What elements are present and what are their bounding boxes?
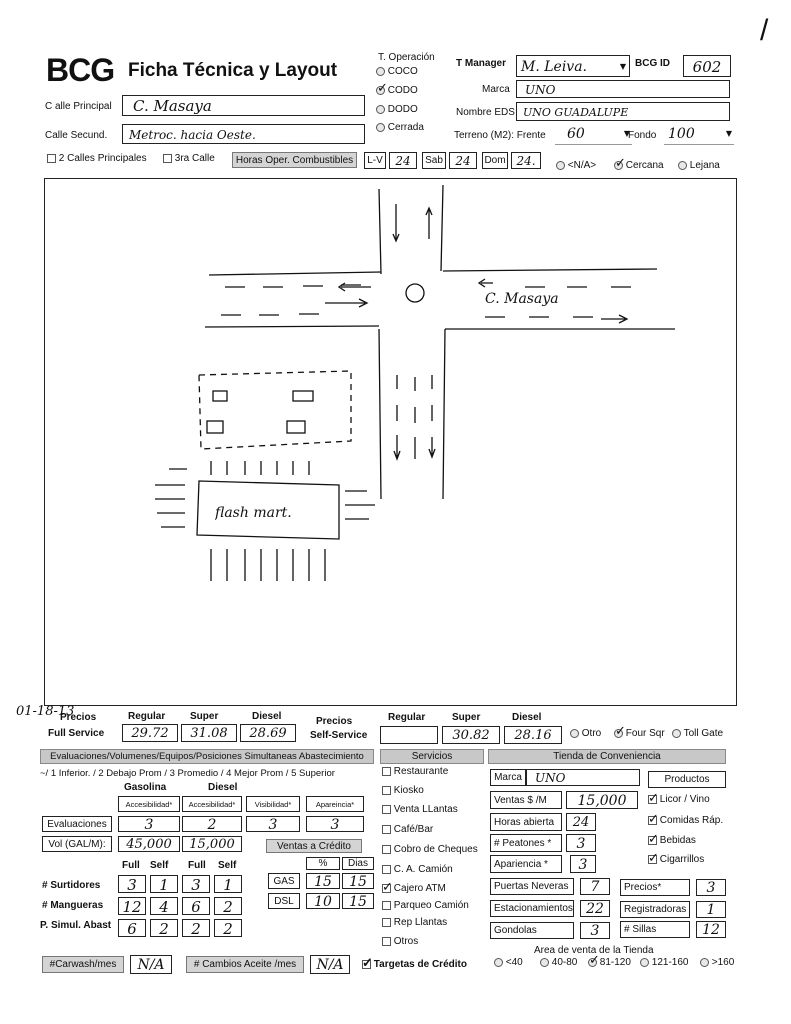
servicio-item[interactable]: Café/Bar <box>382 824 433 835</box>
road-edge <box>209 272 381 275</box>
dom-label: Dom <box>482 152 508 169</box>
carwash-field[interactable]: N/A <box>130 955 172 974</box>
checkbox-icon <box>382 786 391 795</box>
servicios-header: Servicios <box>380 749 484 764</box>
estacionamientos-label: Estacionamientos <box>490 900 574 917</box>
apariencia-field[interactable]: 3 <box>570 855 596 873</box>
bcg-logo: BCG <box>46 52 115 88</box>
producto-item[interactable]: ✓ Bebidas <box>648 835 696 846</box>
bcg-id-field[interactable]: 602 <box>683 55 731 77</box>
radio-icon <box>588 958 597 967</box>
horas-oper-button[interactable]: Horas Oper. Combustibles <box>232 152 357 168</box>
bcg-id-label: BCG ID <box>635 58 670 69</box>
lane-arrow <box>426 208 432 239</box>
gas-pct-field[interactable]: 15 <box>306 873 340 889</box>
eval-value[interactable]: 3 <box>246 816 300 832</box>
checkbox-icon <box>382 805 391 814</box>
lane-arrow <box>325 299 367 307</box>
equipo-cell[interactable]: 4 <box>150 897 178 915</box>
servicio-item[interactable]: Kiosko <box>382 785 424 796</box>
equipo-cell[interactable]: 1 <box>214 875 242 893</box>
radio-icon <box>614 729 623 738</box>
manager-label: T Manager <box>456 58 507 69</box>
equipo-cell[interactable]: 2 <box>150 919 178 937</box>
operacion-label: T. Operación <box>378 52 435 63</box>
chevron-down-icon: ▼ <box>619 62 626 71</box>
parking-lines <box>211 461 309 475</box>
precios-self-label2: Self-Service <box>310 730 368 741</box>
layout-sketch-area <box>44 178 737 706</box>
eval-col-header: Accesibilidad* <box>118 796 180 812</box>
lane-arrow <box>601 315 627 323</box>
checkbox-icon <box>382 918 391 927</box>
radio-icon <box>540 958 549 967</box>
area-options <box>494 957 744 973</box>
parking-lines <box>155 469 187 527</box>
eval-value[interactable]: 3 <box>306 816 364 832</box>
self-super-field[interactable]: 30.82 <box>442 726 500 744</box>
servicios-list <box>382 766 482 950</box>
producto-item[interactable]: ✓ Cigarrillos <box>648 854 704 865</box>
lane-arrow <box>429 375 435 457</box>
scale-legend: ~/ 1 Inferior. / 2 Debajo Prom / 3 Promedio / 4 Mejor Prom / 5 Superior <box>40 768 335 779</box>
area-option[interactable]: 121-160 <box>640 957 688 968</box>
area-option[interactable]: <40 <box>494 957 523 968</box>
full-regular-field[interactable]: 29.72 <box>122 724 178 742</box>
puertas-label: Puertas Neveras <box>490 878 574 895</box>
checkbox-icon <box>382 937 391 946</box>
servicio-item[interactable]: Restaurante <box>382 766 448 777</box>
parking-lines <box>211 549 325 581</box>
eval-section-header: Evaluaciones/Volumenes/Equipos/Posiciones Simultaneas Abastecimiento <box>40 749 374 764</box>
building-outline <box>199 371 351 449</box>
checkbox-icon <box>163 154 172 163</box>
page-title: Ficha Técnica y Layout <box>128 60 338 81</box>
tienda-marca-field[interactable]: UNO <box>526 769 640 786</box>
self-super-header: Super <box>452 712 481 723</box>
area-label: Area de venta de la Tienda <box>534 945 654 956</box>
terreno-label: Terreno (M2): Frente <box>454 130 546 141</box>
checkbox-icon <box>382 884 391 893</box>
sab-label: Sab <box>422 152 446 169</box>
check-2-calles[interactable]: 2 Calles Principales <box>47 153 147 164</box>
eval-col-header: Apareincia* <box>306 796 364 812</box>
checkbox-icon <box>382 825 391 834</box>
equipo-cell[interactable]: 6 <box>182 897 210 915</box>
equipo-cell[interactable]: 3 <box>182 875 210 893</box>
aceite-field[interactable]: N/A <box>310 955 350 974</box>
lane-arrow <box>339 283 371 291</box>
precios-tienda-label: Precios* <box>620 879 690 896</box>
vol-dsl-field[interactable]: 15,000 <box>182 836 242 852</box>
check-3ra-calle[interactable]: 3ra Calle <box>163 153 215 164</box>
ubicacion-toll-gate[interactable]: Toll Gate <box>672 728 723 739</box>
diesel-header: Diesel <box>252 711 282 722</box>
self-header: Self <box>218 860 237 871</box>
road-edge <box>443 269 657 271</box>
equipo-cell[interactable]: 2 <box>214 897 242 915</box>
pump-island <box>213 391 227 401</box>
layout-sketch <box>45 179 735 705</box>
operacion-coco[interactable]: COCO <box>376 66 418 77</box>
manager-field[interactable]: M. Leiva. ▼ <box>516 55 630 77</box>
equipo-cell[interactable]: 1 <box>150 875 178 893</box>
ubicacion-otro[interactable]: Otro <box>570 728 601 739</box>
self-regular-header: Regular <box>388 712 426 723</box>
fecha: 01-18-13 <box>16 704 75 719</box>
chevron-down-icon: ▼ <box>725 129 732 138</box>
servicio-item[interactable]: Cobro de Cheques <box>382 844 478 855</box>
self-diesel-header: Diesel <box>512 712 542 723</box>
checkbox-icon <box>382 845 391 854</box>
lane-arrow <box>394 375 400 459</box>
checkbox-icon <box>648 816 657 825</box>
dias-header: Dias <box>342 857 374 870</box>
store-label: flash mart. <box>215 505 292 521</box>
gas-dias-field[interactable]: 15 <box>342 873 374 889</box>
operacion-cerrada[interactable]: Cerrada <box>376 122 424 133</box>
self-header: Self <box>150 860 169 871</box>
calle-principal-field[interactable]: C. Masaya <box>122 95 365 116</box>
pump-island <box>287 421 305 433</box>
producto-item[interactable]: ✓ Comidas Ráp. <box>648 815 723 826</box>
gondolas-field[interactable]: 3 <box>580 922 610 939</box>
dom-field[interactable]: 24. <box>511 152 541 169</box>
area-option[interactable]: >160 <box>700 957 734 968</box>
servicio-item[interactable]: ✓ Cajero ATM <box>382 883 446 894</box>
marca-field[interactable]: UNO <box>516 80 730 98</box>
eds-label: Nombre EDS <box>456 107 515 118</box>
full-header: Full <box>122 860 140 871</box>
diesel-eval-header: Diesel <box>208 782 238 793</box>
pump-island <box>207 421 223 433</box>
frente-field[interactable]: 60 ▼ <box>555 126 632 145</box>
operacion-codo[interactable]: ✓ CODO <box>376 85 418 96</box>
calle-secund-label: Calle Secund. <box>45 130 108 141</box>
pump-island <box>293 391 313 401</box>
radio-icon <box>556 161 565 170</box>
full-header: Full <box>188 860 206 871</box>
ventas-field[interactable]: 15,000 <box>566 791 638 809</box>
tarjetas-credito[interactable]: ✓ Targetas de Crédito <box>362 959 467 970</box>
operacion-options <box>376 66 452 142</box>
checkbox-icon <box>648 836 657 845</box>
self-regular-field[interactable] <box>380 726 438 744</box>
sab-field[interactable]: 24 <box>449 152 477 169</box>
precios-tienda-field[interactable]: 3 <box>696 879 726 896</box>
checkbox-icon <box>648 795 657 804</box>
equipos-grid <box>118 875 244 937</box>
radio-icon <box>570 729 579 738</box>
productos-label: Productos <box>648 771 726 788</box>
chevron-down-icon: ▼ <box>623 129 630 138</box>
road-edge <box>441 185 443 271</box>
equipo-cell[interactable]: 12 <box>118 897 146 915</box>
lane-arrow <box>479 279 493 287</box>
equipo-cell[interactable]: 6 <box>118 919 146 937</box>
tienda-header: Tienda de Conveniencia <box>488 749 726 764</box>
equipo-cell[interactable]: 2 <box>214 919 242 937</box>
servicio-item[interactable]: Otros <box>382 936 418 947</box>
road-edge <box>205 326 379 327</box>
checkbox-icon <box>47 154 56 163</box>
proximidad-cercana[interactable]: ✓ Cercana <box>614 160 664 171</box>
peatones-field[interactable]: 3 <box>566 834 596 852</box>
evaluaciones-label: Evaluaciones <box>42 816 112 832</box>
vol-gas-field[interactable]: 45,000 <box>118 836 180 852</box>
gasolina-header: Gasolina <box>124 782 167 793</box>
area-option[interactable]: ✓ 81-120 <box>588 957 631 968</box>
fondo-field[interactable]: 100 ▼ <box>664 126 734 145</box>
carwash-label: #Carwash/mes <box>42 956 124 973</box>
radio-icon <box>640 958 649 967</box>
radio-icon <box>376 123 385 132</box>
precios-full-label2: Full Service <box>48 728 105 739</box>
horas-abierta-field[interactable]: 24 <box>566 813 596 831</box>
area-option[interactable]: 40-80 <box>540 957 577 968</box>
precios-full-label1: Precios <box>60 712 97 723</box>
lv-label: L-V <box>364 152 386 169</box>
regular-header: Regular <box>128 711 166 722</box>
peatones-label: # Peatones * <box>490 834 562 852</box>
full-diesel-field[interactable]: 28.69 <box>240 724 296 742</box>
radio-icon <box>700 958 709 967</box>
radio-icon <box>376 86 385 95</box>
checkbox-icon <box>382 865 391 874</box>
sillas-label: # Sillas <box>620 921 690 938</box>
eval-value[interactable]: 2 <box>182 816 242 832</box>
street-label: C. Masaya <box>485 291 559 307</box>
corner-mark: / <box>760 14 769 47</box>
gas-label: GAS <box>268 873 300 889</box>
radio-icon <box>376 105 385 114</box>
eval-value[interactable]: 3 <box>118 816 180 832</box>
lane-arrow <box>393 204 399 241</box>
eds-field[interactable]: UNO GUADALUPE <box>516 102 730 121</box>
proximidad-lejana[interactable]: Lejana <box>678 160 720 171</box>
registradoras-label: Registradoras <box>620 901 690 918</box>
vol-label: Vol (GAL/M): <box>42 836 112 852</box>
marca-label: Marca <box>482 84 510 95</box>
productos-list <box>648 792 734 872</box>
mangueras-label: # Mangueras <box>42 900 104 911</box>
surtidores-label: # Surtidores <box>42 880 101 891</box>
ventas-label: Ventas $ /M <box>490 791 562 809</box>
calle-principal-label: C alle Principal <box>45 101 112 112</box>
puertas-field[interactable]: 7 <box>580 878 610 895</box>
radio-icon <box>672 729 681 738</box>
registradoras-field[interactable]: 1 <box>696 901 726 918</box>
radio-icon <box>494 958 503 967</box>
gondolas-label: Gondolas <box>490 922 574 939</box>
tienda-marca-label: Marca <box>490 769 526 786</box>
road-edge <box>379 329 381 499</box>
road-edge <box>443 329 445 499</box>
ubicacion-four-sqr[interactable]: ✓ Four Sqr <box>614 728 665 739</box>
dsl-dias-field[interactable]: 15 <box>342 893 374 909</box>
radio-icon <box>678 161 687 170</box>
producto-item[interactable]: ✓ Licor / Vino <box>648 794 710 805</box>
servicio-item[interactable]: Parqueo Camión <box>382 900 469 911</box>
simul-abast-label: P. Simul. Abast <box>40 920 112 931</box>
dsl-label: DSL <box>268 893 300 909</box>
checkbox-icon <box>382 901 391 910</box>
checkbox-icon <box>382 767 391 776</box>
sillas-field[interactable]: 12 <box>696 921 726 938</box>
apariencia-label: Apariencia * <box>490 855 562 873</box>
eval-col-header: Accesibilidad* <box>182 796 242 812</box>
lv-field[interactable]: 24 <box>389 152 417 169</box>
servicio-item[interactable]: Venta LLantas <box>382 804 458 815</box>
radio-icon <box>614 161 623 170</box>
road-edge <box>379 189 381 274</box>
equipo-cell[interactable]: 3 <box>118 875 146 893</box>
estacionamientos-field[interactable]: 22 <box>580 900 610 917</box>
full-super-field[interactable]: 31.08 <box>181 724 237 742</box>
super-header: Super <box>190 711 219 722</box>
equipo-cell[interactable]: 2 <box>182 919 210 937</box>
eval-col-header: Visibilidad* <box>246 796 300 812</box>
servicio-item[interactable]: C. A. Camión <box>382 864 453 875</box>
checkbox-icon <box>648 855 657 864</box>
radio-icon <box>376 67 385 76</box>
dsl-pct-field[interactable]: 10 <box>306 893 340 909</box>
proximidad-na[interactable]: <N/A> <box>556 160 596 171</box>
parking-lines <box>345 491 375 519</box>
fondo-label: Fondo <box>628 130 657 141</box>
roundabout <box>406 284 424 302</box>
horas-abierta-label: Horas abierta <box>490 813 562 831</box>
aceite-label: # Cambios Aceite /mes <box>186 956 304 973</box>
pct-header: % <box>306 857 340 870</box>
ventas-credito-button[interactable]: Ventas a Crédito <box>266 839 362 853</box>
operacion-dodo[interactable]: DODO <box>376 104 418 115</box>
calle-secund-field[interactable]: Metroc. hacia Oeste. <box>122 124 365 144</box>
self-diesel-field[interactable]: 28.16 <box>504 726 562 744</box>
servicio-item[interactable]: Rep Llantas <box>382 917 447 928</box>
checkbox-icon <box>362 960 371 969</box>
precios-self-label1: Precios <box>316 716 353 727</box>
lane-mark <box>221 314 319 315</box>
